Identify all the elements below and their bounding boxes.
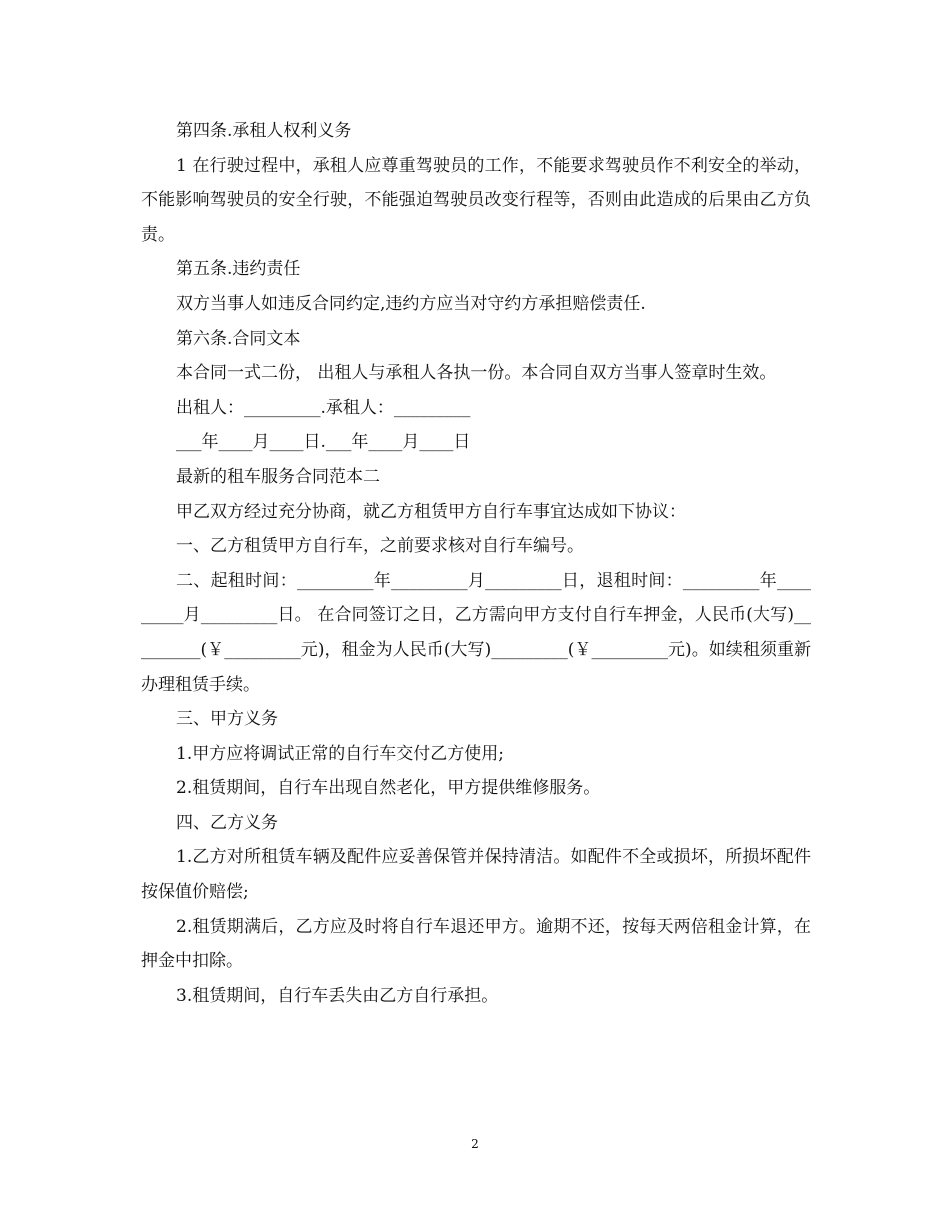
article-4-heading: 第四条.承租人权利义务 (176, 121, 352, 141)
page-number: 2 (471, 1137, 479, 1151)
signature-line: 出租人：_________.承租人：_________ (176, 397, 471, 418)
clause-one: 一、乙方租赁甲方自行车，之前要求核对自行车编号。 (176, 536, 584, 557)
contract-2-title: 最新的租车服务合同范本二 (176, 466, 380, 487)
document-body (141, 114, 811, 1013)
party-b-duty-1: 1.乙方对所租赁车辆及配件应妥善保管并保持清洁。如配件不全或损坏，所损坏配件按保值价赔偿; (141, 847, 811, 903)
article-6-text: 本合同一式二份， 出租人与承租人各执一份。本合同自双方当事人签章时生效。 (176, 363, 777, 384)
party-a-duties-heading: 三、甲方义务 (176, 709, 278, 730)
article-6-heading: 第六条.合同文本 (176, 328, 301, 349)
party-b-duty-2: 2.租赁期满后，乙方应及时将自行车退还甲方。逾期不还，按每天两倍租金计算，在押金中扣除。 (141, 916, 811, 972)
party-a-duty-1: 1.甲方应将调试正常的自行车交付乙方使用; (176, 743, 504, 764)
party-b-duty-3: 3.租赁期间，自行车丢失由乙方自行承担。 (176, 985, 499, 1006)
article-5-heading: 第五条.违约责任 (176, 259, 301, 280)
article-4-clause-1: 1 在行驶过程中，承租人应尊重驾驶员的工作，不能要求驾驶员作不利安全的举动，不能影响驾驶员的安全行驶，不能强迫驾驶员改变行程等，否则由此造成的后果由乙方负责。 (141, 155, 811, 245)
party-a-duty-2: 2.租赁期间，自行车出现自然老化，甲方提供维修服务。 (176, 778, 601, 799)
date-line: ___年____月____日.___年____月____日 (176, 432, 471, 453)
clause-two: 二、起租时间：_________年_________月_________日，退租时间：_________年_________月_________日。 在合同签订之日，乙方需向甲方支付自行车押金，人民币(大写)_________(￥_________元)，租金为人民币(大写)_________(￥_________元)。如续租须重新办理租赁手续。 (141, 570, 811, 695)
article-5-text: 双方当事人如违反合同约定,违约方应当对守约方承担赔偿责任. (176, 293, 646, 314)
party-b-duties-heading: 四、乙方义务 (176, 812, 278, 833)
contract-2-intro: 甲乙双方经过充分协商，就乙方租赁甲方自行车事宜达成如下协议： (176, 501, 686, 522)
